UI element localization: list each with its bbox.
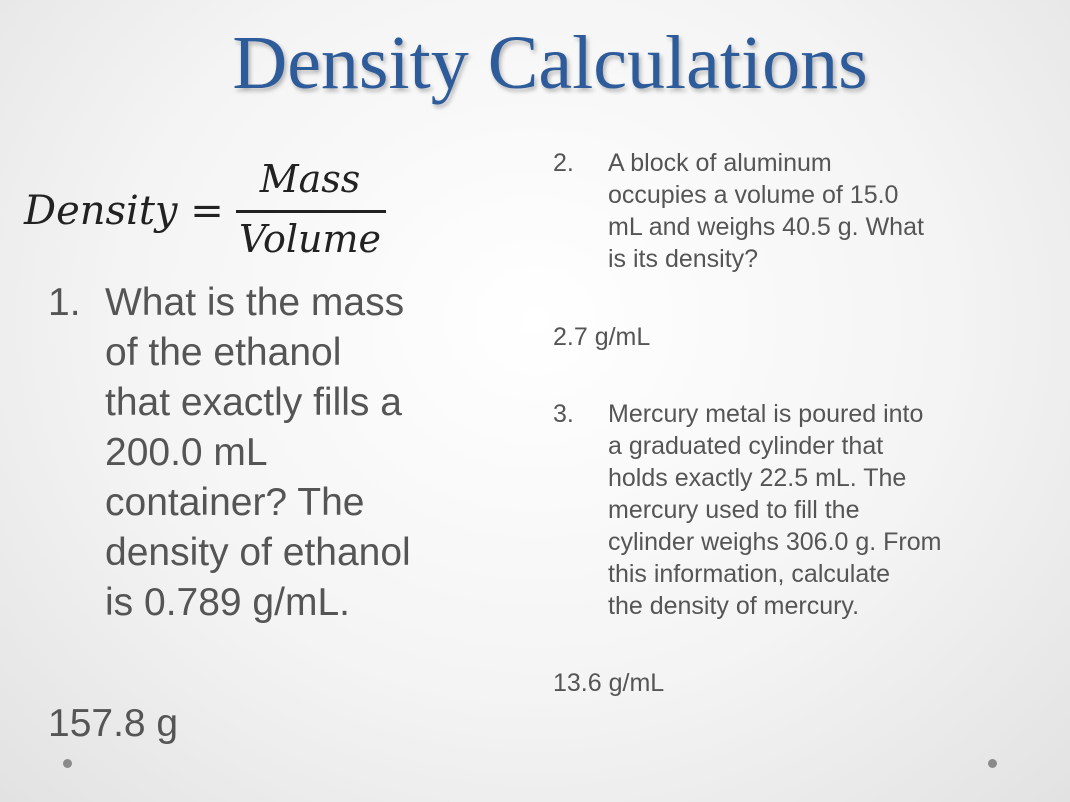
- question-line: A block of aluminum: [608, 149, 832, 177]
- question-line: the density of mercury.: [608, 592, 860, 620]
- formula-numerator: Mass: [259, 157, 361, 201]
- question-line: Mercury metal is poured into: [608, 400, 924, 428]
- question-number: 2.: [553, 149, 574, 177]
- question-line: of the ethanol: [105, 331, 342, 374]
- question-line: density of ethanol: [105, 531, 411, 574]
- question-line: mercury used to fill the: [608, 496, 860, 524]
- question-line: a graduated cylinder that: [608, 432, 884, 460]
- question-line: 200.0 mL: [105, 431, 268, 474]
- question-line: occupies a volume of 15.0: [608, 181, 899, 209]
- formula-lhs: Density =: [24, 188, 224, 234]
- question-text: [608, 147, 988, 275]
- fraction-bar: [236, 210, 386, 213]
- answer-1: 157.8 g: [48, 702, 179, 745]
- question-line: cylinder weighs 306.0 g. From: [608, 528, 942, 556]
- question-line: is its density?: [608, 245, 759, 273]
- decorative-dot: [63, 759, 72, 768]
- answer-2: 2.7 g/mL: [553, 323, 651, 351]
- slide-title: Density Calculations: [232, 21, 868, 105]
- formula-denominator: Volume: [239, 217, 381, 261]
- question-line: holds exactly 22.5 mL. The: [608, 464, 907, 492]
- question-text: [105, 278, 475, 628]
- question-text: [608, 398, 988, 622]
- density-formula: [24, 156, 394, 266]
- question-line: that exactly fills a: [105, 381, 402, 424]
- decorative-dot: [988, 759, 997, 768]
- question-line: mL and weighs 40.5 g. What: [608, 213, 924, 241]
- question-line: container? The: [105, 481, 365, 524]
- answer-3: 13.6 g/mL: [553, 669, 665, 697]
- question-number: 1.: [48, 281, 81, 324]
- question-line: is 0.789 g/mL.: [105, 581, 350, 624]
- question-line: this information, calculate: [608, 560, 891, 588]
- question-number: 3.: [553, 400, 574, 428]
- question-line: What is the mass: [105, 281, 405, 324]
